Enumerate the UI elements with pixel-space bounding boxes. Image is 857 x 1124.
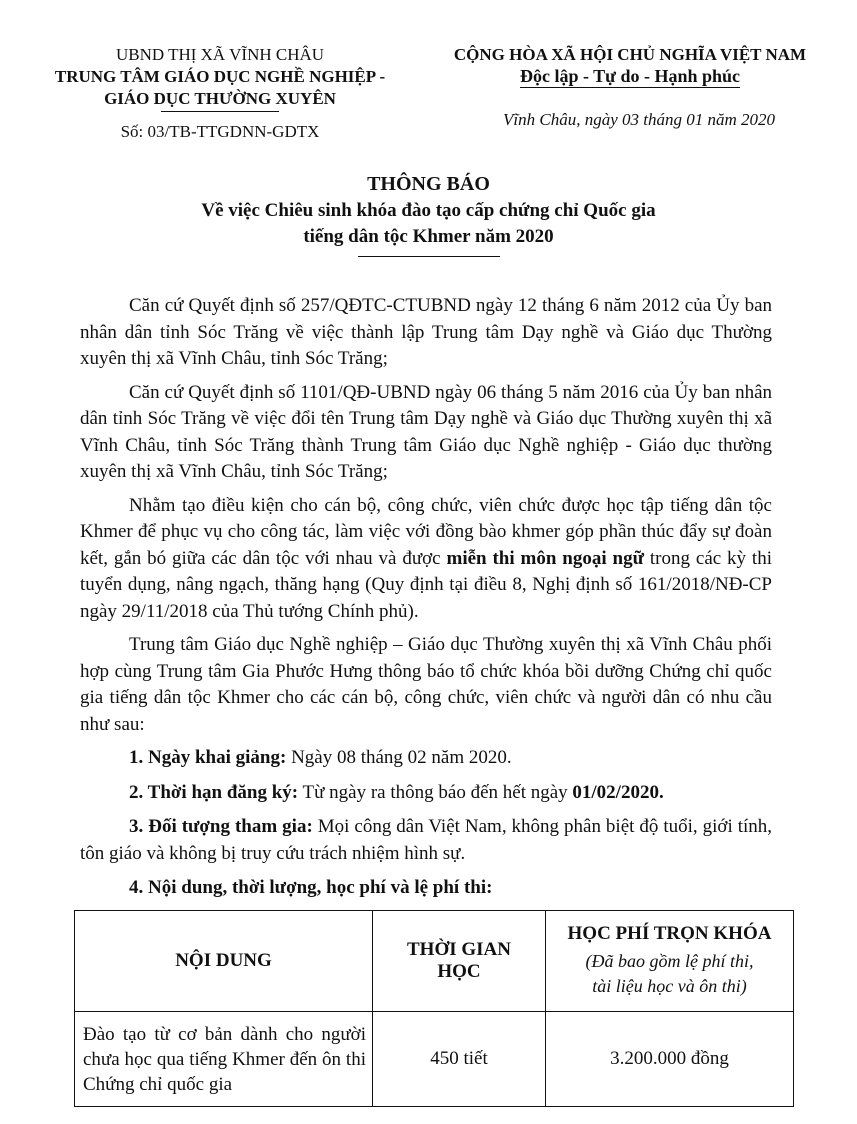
item-2-label: 2. Thời hạn đăng ký:	[129, 781, 299, 803]
item-1-text: Ngày 08 tháng 02 năm 2020.	[286, 747, 512, 768]
national-title: CỘNG HÒA XÃ HỘI CHỦ NGHĨA VIỆT NAM	[453, 45, 807, 64]
agency-name-line2: GIÁO DỤC THƯỜNG XUYÊN	[104, 89, 336, 108]
fee-header-title: HỌC PHÍ TRỌN KHÓA	[567, 923, 772, 944]
legal-basis-1: Căn cứ Quyết định số 257/QĐTC-CTUBND ngày 12 tháng 6 năm 2012 của Ủy ban nhân dân tỉnh Sóc Trăng về việc thành lập Trung tâm Dạy nghề và Giáo dục Thường xuyên thị xã Vĩnh Châu, tỉnh Sóc Trăng;	[80, 295, 772, 369]
item-3-text: Mọi công dân Việt Nam, không phân biệt độ tuổi, giới tính, tôn giáo và không bị truy cứu trách nhiệm hình sự.	[80, 816, 772, 864]
item-opening-date	[80, 745, 772, 772]
item-4-label: 4. Nội dung, thời lượng, học phí và lệ phí thi:	[129, 877, 493, 898]
agency-name-line1: TRUNG TÂM GIÁO DỤC NGHỀ NGHIỆP -	[54, 67, 386, 86]
legal-basis-2: Căn cứ Quyết định số 1101/QĐ-UBND ngày 06 tháng 5 năm 2016 của Ủy ban nhân dân tỉnh Sóc Trăng về việc đổi tên Trung tâm Dạy nghề và Giáo dục Thường xuyên thị xã Vĩnh Châu, tỉnh Sóc Trăng thành Trung tâm Giáo dục Nghề nghiệp - Giáo dục thường xuyên thị xã Vĩnh Châu, tỉnh Sóc Trăng;	[80, 381, 772, 482]
col-header-duration: THỜI GIAN HỌC	[373, 911, 546, 1012]
item-2-text: Từ ngày ra thông báo đến hết ngày	[298, 781, 573, 803]
announcement-paragraph: Trung tâm Giáo dục Nghề nghiệp – Giáo dục Thường xuyên thị xã Vĩnh Châu phối hợp cùng Trung tâm Gia Phước Hưng thông báo tổ chức khóa bồi dưỡng Chứng chỉ quốc gia tiếng dân tộc Khmer cho các cán bộ, công chức, viên chức và người dân có nhu cầu như sau:	[80, 634, 772, 735]
course-fee-table	[74, 910, 794, 1107]
purpose-paragraph	[80, 493, 772, 626]
document-title	[0, 170, 857, 257]
document-body	[80, 293, 772, 910]
item-1-label: 1. Ngày khai giảng:	[129, 747, 287, 768]
table-row	[75, 1012, 794, 1107]
col-header-content: NỘI DUNG	[75, 911, 373, 1012]
fee-header-note: (Đã bao gồm lệ phí thi, tài liệu học và ôn thi)	[585, 951, 754, 996]
row-content: Đào tạo từ cơ bản dành cho người chưa học qua tiếng Khmer đến ôn thi Chứng chỉ quốc gia	[75, 1012, 373, 1107]
item-eligible-participants	[80, 814, 772, 867]
item-3-label: 3. Đối tượng tham gia:	[129, 816, 313, 837]
issuing-agency-header	[30, 44, 410, 143]
col-header-fee	[546, 911, 794, 1012]
title-heading: THÔNG BÁO	[367, 173, 490, 195]
title-subject-line1: Về việc Chiêu sinh khóa đào tạo cấp chứng chỉ Quốc gia	[201, 200, 656, 221]
row-fee: 3.200.000 đồng	[546, 1012, 794, 1107]
row-duration: 450 tiết	[373, 1012, 546, 1107]
agency-underline	[161, 111, 279, 112]
purpose-emphasis: miễn thi môn ngoại ngữ	[446, 547, 645, 569]
table-header-row	[75, 911, 794, 1012]
purpose-text-start: Nhằm tạo điều kiện cho cán bộ, công chức, viên chức được học tập tiếng dân tộc Khmer để phục vụ cho công tác, làm việc với đồng bào khmer góp phần thúc đẩy sự đoàn kết, gắn bó giữa các dân tộc với nhau và được	[80, 494, 772, 569]
parent-agency: UBND THỊ XÃ VĨNH CHÂU	[115, 45, 325, 64]
item-content-fees	[80, 875, 772, 902]
title-subject-line2: tiếng dân tộc Khmer năm 2020	[303, 226, 554, 247]
purpose-text-end: trong các kỳ thi tuyển dụng, nâng ngạch, thăng hạng (Quy định tại điều 8, Nghị định số 161/2018/NĐ-CP ngày 29/11/2018 của Thủ tướng Chính phủ).	[80, 547, 772, 622]
national-header	[420, 44, 840, 131]
title-divider	[358, 256, 500, 257]
place-date: Vĩnh Châu, ngày 03 tháng 01 năm 2020	[503, 110, 775, 129]
item-registration-deadline	[80, 780, 772, 807]
national-motto: Độc lập - Tự do - Hạnh phúc	[519, 66, 741, 86]
item-2-deadline: 01/02/2020.	[572, 781, 664, 803]
document-number: Số: 03/TB-TTGDNN-GDTX	[120, 122, 320, 141]
